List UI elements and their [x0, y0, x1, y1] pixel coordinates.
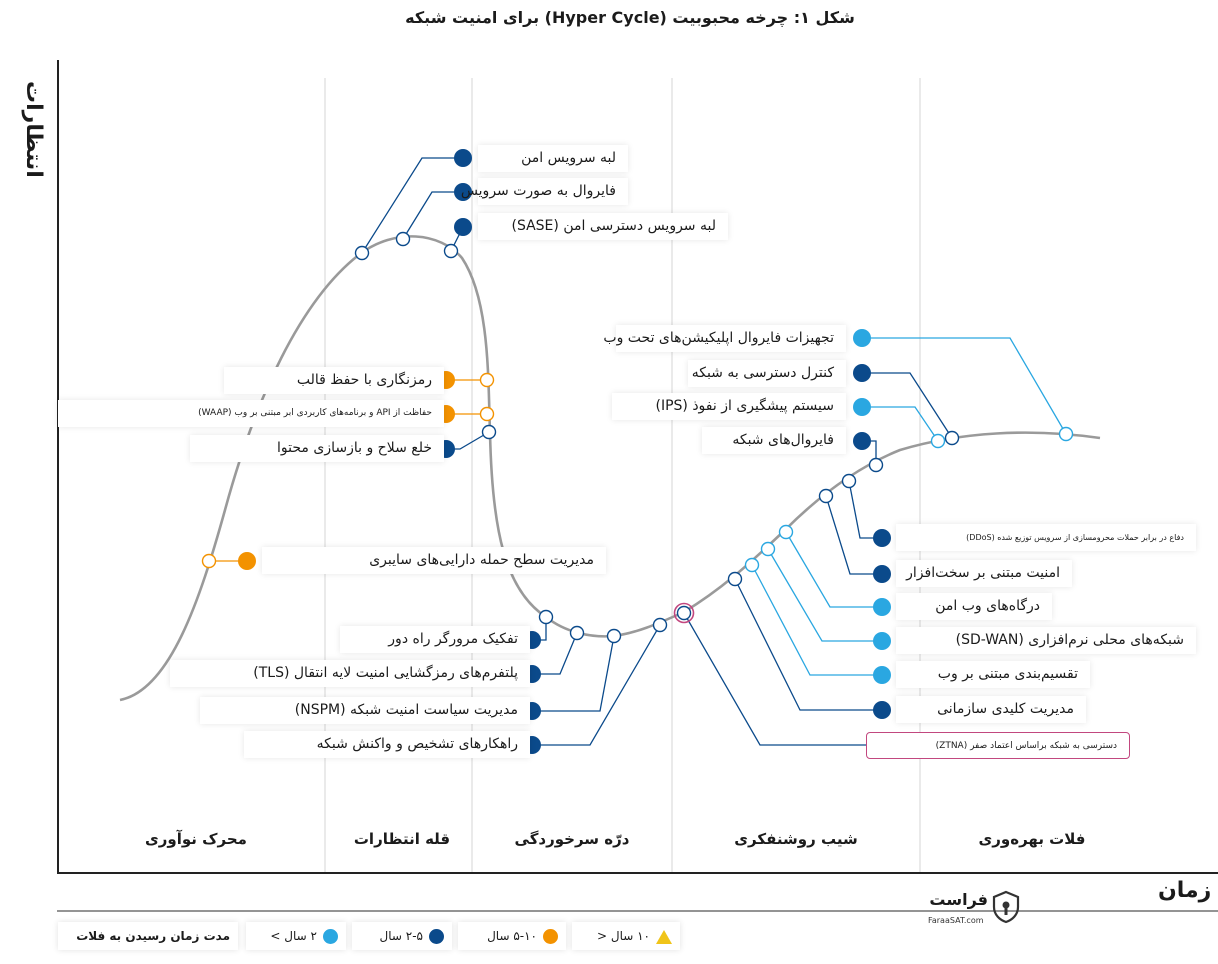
curve-marker [397, 233, 410, 246]
connector-line [735, 579, 882, 710]
technology-label: درگاه‌های وب امن [896, 593, 1052, 620]
curve-marker [445, 245, 458, 258]
connector-line [403, 192, 463, 239]
legend-item-over-10 [572, 922, 680, 950]
curve-marker [780, 526, 793, 539]
technology-dot [873, 565, 891, 583]
connector-line [862, 407, 938, 441]
technology-label: کنترل دسترسی به شبکه [688, 360, 846, 387]
curve-marker [678, 607, 691, 620]
curve-marker [654, 619, 667, 632]
technology-dot [853, 432, 871, 450]
technology-label: دفاع در برابر حملات محرومسازی از سرویس توزیع شده (DDoS) [896, 524, 1196, 551]
legend-title [58, 922, 238, 950]
technology-label: حفاظت از API و برنامه‌های کاربردی ابر مبتنی بر وب (WAAP) [58, 400, 444, 427]
connector-line [862, 338, 1066, 434]
technology-label: تجهیزات فایروال اپلیکیشن‌های تحت وب [616, 325, 846, 352]
curve-marker [729, 573, 742, 586]
curve-marker [946, 432, 959, 445]
legend-title-text: مدت زمان رسیدن به فلات [76, 929, 230, 943]
technology-dot [853, 329, 871, 347]
technology-label: لبه سرویس دسترسی امن (SASE) [478, 213, 728, 240]
logo-name: فراست [929, 890, 988, 909]
technology-label: سیستم پیشگیری از نفوذ (IPS) [612, 393, 846, 420]
technology-label: لبه سرویس امن [478, 145, 628, 172]
shield-logo-icon [992, 890, 1020, 924]
technology-label: امنیت مبتنی بر سخت‌افزار [896, 560, 1072, 587]
curve-marker [571, 627, 584, 640]
curve-marker [483, 426, 496, 439]
connector-line [862, 373, 952, 438]
technology-label: مدیریت سیاست امنیت شبکه (NSPM) [200, 697, 530, 724]
legend-label: ۲ سال > [270, 929, 317, 943]
curve-marker [820, 490, 833, 503]
curve-marker [1060, 428, 1073, 441]
technology-dot [873, 701, 891, 719]
phase-trough-of-disillusionment: درّه سرخوردگی [514, 830, 630, 848]
legend-label: ۲-۵ سال [379, 929, 423, 943]
curve-marker [870, 459, 883, 472]
technology-dot [454, 149, 472, 167]
technology-label: مدیریت کلیدی سازمانی [896, 696, 1086, 723]
technology-dot [873, 632, 891, 650]
connector-line [532, 625, 660, 745]
curve-marker [932, 435, 945, 448]
legend-item-5-10 [458, 922, 566, 950]
curve-marker [356, 247, 369, 260]
technology-label: پلتفرم‌های رمزگشایی امنیت لایه انتقال (TLS) [170, 660, 530, 687]
technology-label: تفکیک مرورگر راه دور [340, 626, 530, 653]
technology-dot [853, 364, 871, 382]
technology-label: مدیریت سطح حمله دارایی‌های سایبری [262, 547, 606, 574]
technology-label: تقسیم‌بندی مبتنی بر وب [896, 661, 1090, 688]
connector-line [684, 613, 882, 745]
figure-title: شکل ۱: چرخه محبوبیت (Hyper Cycle) برای امنیت شبکه [405, 8, 855, 27]
connector-line [786, 532, 882, 607]
technology-dot [853, 398, 871, 416]
curve-marker [762, 543, 775, 556]
curve-marker [746, 559, 759, 572]
orange-dot-icon [543, 929, 558, 944]
technology-dot [454, 218, 472, 236]
curve-marker [481, 374, 494, 387]
curve-marker [481, 408, 494, 421]
connector-line [849, 481, 882, 538]
legend-label: ۵-۱۰ سال [487, 929, 537, 943]
phase-plateau-of-productivity: فلات بهره‌وری [978, 830, 1086, 848]
x-axis-label: زمان [1158, 878, 1212, 903]
legend-label: ۱۰ سال < [596, 929, 650, 943]
phase-peak-of-expectations: قله انتظارات [353, 830, 451, 848]
legend-item-under-2 [246, 922, 346, 950]
technology-label: رمزنگاری با حفظ قالب [224, 367, 444, 394]
phase-innovation-trigger: محرک نوآوری [145, 830, 247, 848]
technology-dot [873, 529, 891, 547]
technology-dot [873, 666, 891, 684]
technology-dot [238, 552, 256, 570]
logo-url: FaraaSAT.com [928, 916, 984, 925]
technology-label: خلع سلاح و بازسازی محتوا [190, 435, 444, 462]
technology-label: فایروال به صورت سرویس [478, 178, 628, 205]
technology-label: دسترسی به شبکه براساس اعتماد صفر (ZTNA) [866, 732, 1130, 759]
technology-label: راهکارهای تشخیص و واکنش شبکه [244, 731, 530, 758]
technology-label: فایروال‌های شبکه [702, 427, 846, 454]
curve-marker [608, 630, 621, 643]
y-axis-label: انتظارات [21, 81, 46, 178]
curve-marker [203, 555, 216, 568]
technology-label: شبکه‌های محلی نرم‌افزاری (SD-WAN) [896, 627, 1196, 654]
connector-line [752, 565, 882, 675]
curve-marker [843, 475, 856, 488]
connector-line [362, 158, 463, 253]
curve-marker [540, 611, 553, 624]
light-blue-dot-icon [323, 929, 338, 944]
phase-slope-of-enlightenment: شیب روشنفکری [734, 830, 858, 848]
legend-item-2-5 [352, 922, 452, 950]
dark-blue-dot-icon [429, 929, 444, 944]
technology-dot [873, 598, 891, 616]
yellow-triangle-icon [656, 930, 672, 944]
